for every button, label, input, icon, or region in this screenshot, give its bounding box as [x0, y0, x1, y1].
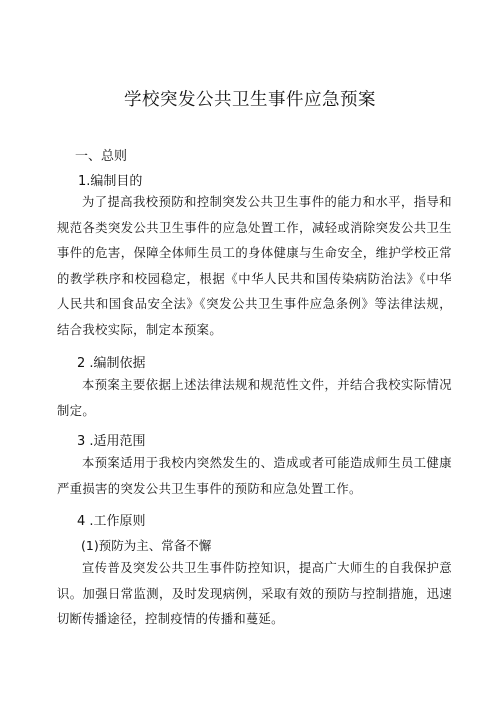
subsection-heading-purpose: 1.编制目的 [78, 174, 143, 189]
principle-item-heading: (1)预防为主、常备不懈 [81, 538, 212, 553]
paragraph-scope: 本预案适用于我校内突然发生的、造成或者可能造成师生员工健康严重损害的突发公共卫生事件的预防和应急处置工作。 [57, 456, 452, 496]
subsection-heading-basis: 2 .编制依据 [77, 356, 146, 371]
document-title: 学校突发公共卫生事件应急预案 [124, 90, 376, 110]
section-heading-general: 一、总则 [75, 149, 128, 164]
paragraph-basis: 本预案主要依据上述法律法规和规范性文件，并结合我校实际情况制定。 [57, 378, 452, 418]
paragraph-purpose: 为了提高我校预防和控制突发公共卫生事件的能力和水平，指导和规范各类突发公共卫生事件的应急处置工作，减轻或消除突发公共卫生事件的危害，保障全体师生员工的身体健康与生命安全，维护学校正常的教学秩序和校园稳定，根据《中华人民共和国传染病防治法》《中华人民共和国食品安全法》《突发公共卫生事件应急条例》等法律法规，结合我校实际，制定本预案。 [57, 195, 452, 337]
paragraph-principle-prevention: 宣传普及突发公共卫生事件防控知识，提高广大师生的自我保护意识。加强日常监测，及时发现病例，采取有效的预防与控制措施，迅速切断传播途径，控制疫情的传播和蔓延。 [57, 561, 452, 626]
subsection-heading-principles: 4 .工作原则 [77, 514, 146, 529]
subsection-heading-scope: 3 .适用范围 [77, 434, 146, 449]
